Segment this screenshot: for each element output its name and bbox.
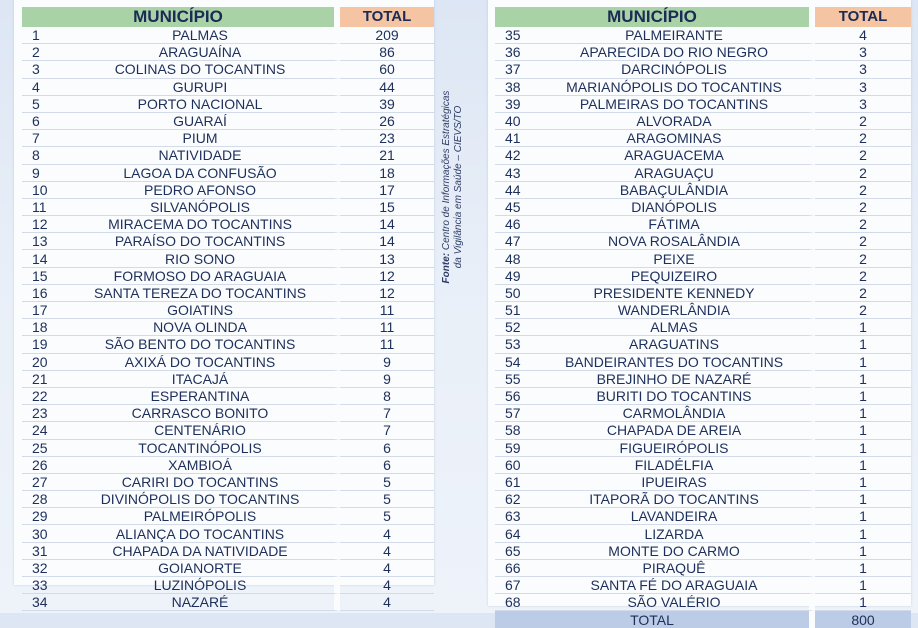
table-row (495, 319, 911, 336)
table-row (22, 44, 434, 61)
row-total: 2 (815, 130, 911, 147)
row-total: 5 (340, 491, 434, 508)
table-row (495, 250, 911, 267)
municipio-name: ARAGUATINS (539, 336, 815, 353)
row-number: 65 (495, 543, 539, 560)
row-number: 50 (495, 285, 539, 302)
municipio-name: PALMAS (66, 27, 340, 44)
row-number: 7 (22, 130, 66, 147)
municipio-header: MUNICÍPIO (495, 7, 815, 27)
municipio-name: ITAPORÃ DO TOCANTINS (539, 491, 815, 508)
municipio-name: ARAGUAÇU (539, 165, 815, 182)
table-row (495, 457, 911, 474)
table-row (22, 285, 434, 302)
municipio-name: XAMBIOÁ (66, 457, 340, 474)
row-number: 67 (495, 577, 539, 594)
municipio-name: CHAPADA DA NATIVIDADE (66, 543, 340, 560)
table-row (495, 543, 911, 560)
table-row (22, 113, 434, 130)
municipio-name: CARIRI DO TOCANTINS (66, 474, 340, 491)
table-row (22, 79, 434, 96)
row-number: 31 (22, 543, 66, 560)
total-header: TOTAL (815, 7, 911, 27)
municipio-name: CHAPADA DE AREIA (539, 422, 815, 439)
row-total: 3 (815, 96, 911, 113)
row-number: 21 (22, 371, 66, 388)
row-number: 66 (495, 560, 539, 577)
table-row (495, 336, 911, 353)
table-row (22, 405, 434, 422)
row-number: 42 (495, 147, 539, 164)
row-total: 1 (815, 457, 911, 474)
municipio-name: PALMEIRAS DO TOCANTINS (539, 96, 815, 113)
row-total: 3 (815, 44, 911, 61)
row-total: 1 (815, 525, 911, 542)
row-number: 25 (22, 440, 66, 457)
municipio-name: FILADÉLFIA (539, 457, 815, 474)
municipio-name: MIRACEMA DO TOCANTINS (66, 216, 340, 233)
row-number: 30 (22, 525, 66, 542)
row-number: 29 (22, 508, 66, 525)
row-number: 49 (495, 268, 539, 285)
municipio-name: FORMOSO DO ARAGUAIA (66, 268, 340, 285)
row-total: 1 (815, 560, 911, 577)
table-row (495, 61, 911, 78)
row-total: 1 (815, 405, 911, 422)
row-number: 56 (495, 388, 539, 405)
municipio-name: BANDEIRANTES DO TOCANTINS (539, 354, 815, 371)
row-number: 45 (495, 199, 539, 216)
row-total: 1 (815, 371, 911, 388)
table-row (22, 182, 434, 199)
row-total: 13 (340, 250, 434, 267)
source-label: Fonte: (441, 252, 452, 284)
row-number: 60 (495, 457, 539, 474)
table-row (495, 268, 911, 285)
row-total: 1 (815, 440, 911, 457)
row-number: 23 (22, 405, 66, 422)
row-total: 4 (340, 560, 434, 577)
row-total: 15 (340, 199, 434, 216)
table-row (22, 457, 434, 474)
row-total: 3 (815, 79, 911, 96)
row-number: 14 (22, 250, 66, 267)
municipio-name: PEQUIZEIRO (539, 268, 815, 285)
municipio-name: ARAGOMINAS (539, 130, 815, 147)
municipio-name: RIO SONO (66, 250, 340, 267)
municipio-name: PIUM (66, 130, 340, 147)
table-row (22, 130, 434, 147)
table-row (495, 474, 911, 491)
table-row (495, 388, 911, 405)
row-number: 4 (22, 79, 66, 96)
table-row (22, 319, 434, 336)
row-total: 17 (340, 182, 434, 199)
table-row (495, 354, 911, 371)
row-total: 86 (340, 44, 434, 61)
row-total: 7 (340, 422, 434, 439)
row-total: 60 (340, 61, 434, 78)
municipio-name: ARAGUAÍNA (66, 44, 340, 61)
municipio-name: SÃO BENTO DO TOCANTINS (66, 336, 340, 353)
row-number: 27 (22, 474, 66, 491)
municipio-name: GUARAÍ (66, 113, 340, 130)
table-row (495, 525, 911, 542)
table-row (22, 560, 434, 577)
municipio-name: PALMEIRÓPOLIS (66, 508, 340, 525)
row-number: 8 (22, 147, 66, 164)
municipio-name: NATIVIDADE (66, 147, 340, 164)
row-number: 11 (22, 199, 66, 216)
row-number: 43 (495, 165, 539, 182)
municipio-name: WANDERLÂNDIA (539, 302, 815, 319)
table-row (22, 491, 434, 508)
municipio-name: GURUPI (66, 79, 340, 96)
row-total: 11 (340, 319, 434, 336)
municipio-name: LAGOA DA CONFUSÃO (66, 165, 340, 182)
row-total: 1 (815, 354, 911, 371)
row-number: 12 (22, 216, 66, 233)
row-total: 9 (340, 354, 434, 371)
row-total: 2 (815, 250, 911, 267)
row-total: 1 (815, 577, 911, 594)
municipio-name: SANTA FÉ DO ARAGUAIA (539, 577, 815, 594)
municipio-name: LIZARDA (539, 525, 815, 542)
row-number: 20 (22, 354, 66, 371)
row-number: 61 (495, 474, 539, 491)
table-row (495, 130, 911, 147)
row-number: 39 (495, 96, 539, 113)
grand-total-row (495, 611, 911, 628)
row-number: 17 (22, 302, 66, 319)
table-row (495, 560, 911, 577)
row-number: 58 (495, 422, 539, 439)
table-row (22, 302, 434, 319)
row-total: 5 (340, 508, 434, 525)
right-table-body (495, 27, 911, 611)
municipio-name: PORTO NACIONAL (66, 96, 340, 113)
table-row (495, 113, 911, 130)
municipio-header: MUNICÍPIO (22, 7, 340, 27)
row-number: 28 (22, 491, 66, 508)
table-row (495, 594, 911, 611)
row-number: 13 (22, 233, 66, 250)
row-total: 2 (815, 285, 911, 302)
row-number: 22 (22, 388, 66, 405)
row-total: 3 (815, 61, 911, 78)
grand-total-value: 800 (815, 611, 911, 628)
municipio-name: DIVINÓPOLIS DO TOCANTINS (66, 491, 340, 508)
row-number: 51 (495, 302, 539, 319)
row-total: 1 (815, 422, 911, 439)
table-row (22, 474, 434, 491)
municipio-name: SANTA TEREZA DO TOCANTINS (66, 285, 340, 302)
municipio-name: FIGUEIRÓPOLIS (539, 440, 815, 457)
row-total: 4 (340, 525, 434, 542)
municipio-name: BURITI DO TOCANTINS (539, 388, 815, 405)
table-row (495, 233, 911, 250)
table-row (495, 27, 911, 44)
row-number: 18 (22, 319, 66, 336)
left-table-body (22, 27, 434, 611)
row-number: 37 (495, 61, 539, 78)
row-total: 1 (815, 474, 911, 491)
source-line1: Centro de Informações Estratégicas (441, 90, 452, 251)
table-row (22, 371, 434, 388)
municipio-name: CARMOLÂNDIA (539, 405, 815, 422)
row-total: 2 (815, 199, 911, 216)
row-number: 54 (495, 354, 539, 371)
left-table (22, 7, 434, 611)
municipio-name: CENTENÁRIO (66, 422, 340, 439)
row-total: 1 (815, 491, 911, 508)
source-line2: da Vigilância em Saúde – CIEVS/TO (453, 105, 464, 269)
row-number: 19 (22, 336, 66, 353)
right-header-row (495, 7, 911, 27)
table-row (22, 165, 434, 182)
municipio-name: PEIXE (539, 250, 815, 267)
row-total: 209 (340, 27, 434, 44)
row-total: 44 (340, 79, 434, 96)
table-row (22, 96, 434, 113)
municipio-name: SÃO VALÉRIO (539, 594, 815, 611)
table-row (495, 577, 911, 594)
municipio-name: IPUEIRAS (539, 474, 815, 491)
total-header: TOTAL (340, 7, 434, 27)
municipio-name: GOIATINS (66, 302, 340, 319)
row-total: 2 (815, 268, 911, 285)
table-row (22, 147, 434, 164)
table-row (495, 440, 911, 457)
row-total: 1 (815, 336, 911, 353)
row-number: 1 (22, 27, 66, 44)
row-total: 21 (340, 147, 434, 164)
table-row (22, 525, 434, 542)
table-row (495, 182, 911, 199)
row-total: 1 (815, 319, 911, 336)
table-row (495, 302, 911, 319)
table-row (22, 233, 434, 250)
municipio-name: SILVANÓPOLIS (66, 199, 340, 216)
row-total: 26 (340, 113, 434, 130)
row-total: 4 (340, 594, 434, 611)
row-number: 32 (22, 560, 66, 577)
row-number: 9 (22, 165, 66, 182)
municipio-name: LUZINÓPOLIS (66, 577, 340, 594)
row-number: 64 (495, 525, 539, 542)
row-total: 7 (340, 405, 434, 422)
row-number: 35 (495, 27, 539, 44)
municipio-name: MONTE DO CARMO (539, 543, 815, 560)
row-total: 1 (815, 388, 911, 405)
municipio-name: PRESIDENTE KENNEDY (539, 285, 815, 302)
row-number: 59 (495, 440, 539, 457)
row-number: 53 (495, 336, 539, 353)
row-total: 14 (340, 216, 434, 233)
municipio-name: BABAÇULÂNDIA (539, 182, 815, 199)
row-total: 2 (815, 165, 911, 182)
municipio-name: PEDRO AFONSO (66, 182, 340, 199)
row-number: 15 (22, 268, 66, 285)
row-total: 2 (815, 233, 911, 250)
row-total: 2 (815, 302, 911, 319)
row-number: 68 (495, 594, 539, 611)
municipio-name: ESPERANTINA (66, 388, 340, 405)
table-row (495, 79, 911, 96)
municipio-name: ALMAS (539, 319, 815, 336)
row-number: 57 (495, 405, 539, 422)
right-table (495, 7, 911, 628)
row-number: 10 (22, 182, 66, 199)
row-number: 63 (495, 508, 539, 525)
municipio-name: FÁTIMA (539, 216, 815, 233)
row-total: 8 (340, 388, 434, 405)
municipio-name: ITACAJÁ (66, 371, 340, 388)
row-total: 1 (815, 543, 911, 560)
table-row (22, 440, 434, 457)
table-row (495, 96, 911, 113)
table-row (22, 27, 434, 44)
table-row (22, 354, 434, 371)
row-total: 6 (340, 440, 434, 457)
row-total: 4 (340, 543, 434, 560)
row-total: 1 (815, 508, 911, 525)
row-total: 2 (815, 216, 911, 233)
table-row (22, 508, 434, 525)
row-number: 5 (22, 96, 66, 113)
row-total: 1 (815, 594, 911, 611)
row-total: 4 (815, 27, 911, 44)
row-number: 36 (495, 44, 539, 61)
municipio-name: ARAGUACEMA (539, 147, 815, 164)
municipio-name: NOVA OLINDA (66, 319, 340, 336)
row-total: 2 (815, 182, 911, 199)
row-number: 41 (495, 130, 539, 147)
row-total: 18 (340, 165, 434, 182)
source-note (441, 62, 465, 312)
row-number: 55 (495, 371, 539, 388)
row-number: 48 (495, 250, 539, 267)
municipio-name: LAVANDEIRA (539, 508, 815, 525)
table-row (22, 336, 434, 353)
row-total: 4 (340, 577, 434, 594)
table-row (495, 165, 911, 182)
row-number: 40 (495, 113, 539, 130)
table-row (22, 199, 434, 216)
table-row (22, 250, 434, 267)
row-number: 52 (495, 319, 539, 336)
municipio-name: DIANÓPOLIS (539, 199, 815, 216)
table-row (22, 594, 434, 611)
municipio-name: DARCINÓPOLIS (539, 61, 815, 78)
table-row (22, 388, 434, 405)
table-row (22, 543, 434, 560)
table-row (495, 405, 911, 422)
row-number: 62 (495, 491, 539, 508)
row-total: 9 (340, 371, 434, 388)
table-row (22, 268, 434, 285)
row-number: 44 (495, 182, 539, 199)
row-total: 23 (340, 130, 434, 147)
municipio-name: NOVA ROSALÂNDIA (539, 233, 815, 250)
row-total: 5 (340, 474, 434, 491)
row-total: 12 (340, 268, 434, 285)
table-row (22, 216, 434, 233)
table-row (495, 371, 911, 388)
table-row (495, 147, 911, 164)
municipio-name: BREJINHO DE NAZARÉ (539, 371, 815, 388)
row-number: 26 (22, 457, 66, 474)
municipio-name: CARRASCO BONITO (66, 405, 340, 422)
municipio-name: GOIANORTE (66, 560, 340, 577)
municipio-name: AXIXÁ DO TOCANTINS (66, 354, 340, 371)
municipio-name: PARAÍSO DO TOCANTINS (66, 233, 340, 250)
row-total: 11 (340, 302, 434, 319)
row-number: 46 (495, 216, 539, 233)
table-row (495, 199, 911, 216)
municipio-name: ALVORADA (539, 113, 815, 130)
municipio-name: TOCANTINÓPOLIS (66, 440, 340, 457)
table-row (495, 44, 911, 61)
grand-total-label: TOTAL (495, 611, 815, 628)
row-number: 16 (22, 285, 66, 302)
table-row (495, 508, 911, 525)
table-row (22, 577, 434, 594)
row-total: 2 (815, 147, 911, 164)
municipio-name: NAZARÉ (66, 594, 340, 611)
table-row (495, 422, 911, 439)
row-total: 6 (340, 457, 434, 474)
table-row (22, 422, 434, 439)
row-number: 47 (495, 233, 539, 250)
table-row (495, 285, 911, 302)
municipio-name: PALMEIRANTE (539, 27, 815, 44)
municipio-name: APARECIDA DO RIO NEGRO (539, 44, 815, 61)
row-number: 34 (22, 594, 66, 611)
municipio-name: ALIANÇA DO TOCANTINS (66, 525, 340, 542)
municipio-name: MARIANÓPOLIS DO TOCANTINS (539, 79, 815, 96)
row-number: 24 (22, 422, 66, 439)
row-total: 14 (340, 233, 434, 250)
row-number: 33 (22, 577, 66, 594)
row-number: 6 (22, 113, 66, 130)
row-number: 38 (495, 79, 539, 96)
row-total: 2 (815, 113, 911, 130)
row-total: 12 (340, 285, 434, 302)
row-number: 2 (22, 44, 66, 61)
table-row (495, 216, 911, 233)
table-row (22, 61, 434, 78)
row-number: 3 (22, 61, 66, 78)
row-total: 11 (340, 336, 434, 353)
left-header-row (22, 7, 434, 27)
table-row (495, 491, 911, 508)
municipio-name: PIRAQUÊ (539, 560, 815, 577)
municipio-name: COLINAS DO TOCANTINS (66, 61, 340, 78)
row-total: 39 (340, 96, 434, 113)
